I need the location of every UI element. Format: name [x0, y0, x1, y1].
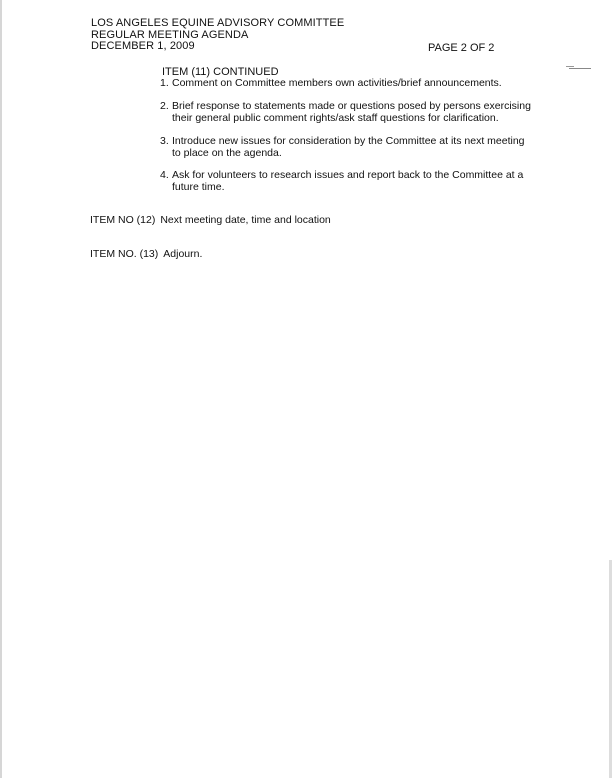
item-13-label: ITEM NO. (13): [90, 248, 159, 260]
item-13-text: Adjourn.: [163, 248, 203, 260]
subitem-text: Introduce new issues for consideration by the Committee at its next meeting: [172, 135, 525, 147]
subitem-3: [160, 135, 525, 159]
item-12-label: ITEM NO (12): [90, 214, 156, 226]
meeting-date: DECEMBER 1, 2009: [91, 40, 195, 52]
committee-name: LOS ANGELES EQUINE ADVISORY COMMITTEE: [91, 17, 345, 29]
document-header: [91, 18, 344, 53]
item-11-heading: ITEM (11) CONTINUED: [162, 66, 279, 78]
scan-edge-left: [0, 0, 2, 778]
item-13: [90, 248, 202, 260]
subitem-text: Ask for volunteers to research issues and report back to the Committee at a: [172, 169, 524, 181]
agenda-title: REGULAR MEETING AGENDA: [91, 28, 249, 41]
subitem-text: future time.: [172, 180, 225, 193]
subitem-text: Brief response to statements made or questions posed by persons exercising: [172, 100, 531, 112]
subitem-1: [160, 78, 520, 90]
subitem-text: to place on the agenda.: [172, 146, 282, 159]
subitem-text: Comment on Committee members own activities/brief announcements.: [172, 77, 502, 89]
subitem-number: 2.: [160, 100, 169, 112]
subitem-number: 4.: [160, 169, 169, 181]
subitem-2: [160, 100, 531, 124]
subitem-4: [160, 169, 524, 193]
item-12: [90, 214, 331, 226]
page-number: PAGE 2 OF 2: [428, 42, 495, 54]
subitem-number: 1.: [160, 77, 169, 89]
subitem-text: their general public comment rights/ask staff questions for clarification.: [172, 111, 499, 124]
scan-mark: [566, 66, 574, 67]
subitem-number: 3.: [160, 135, 169, 147]
scan-mark: [569, 68, 591, 69]
item-12-text: Next meeting date, time and location: [160, 214, 331, 226]
